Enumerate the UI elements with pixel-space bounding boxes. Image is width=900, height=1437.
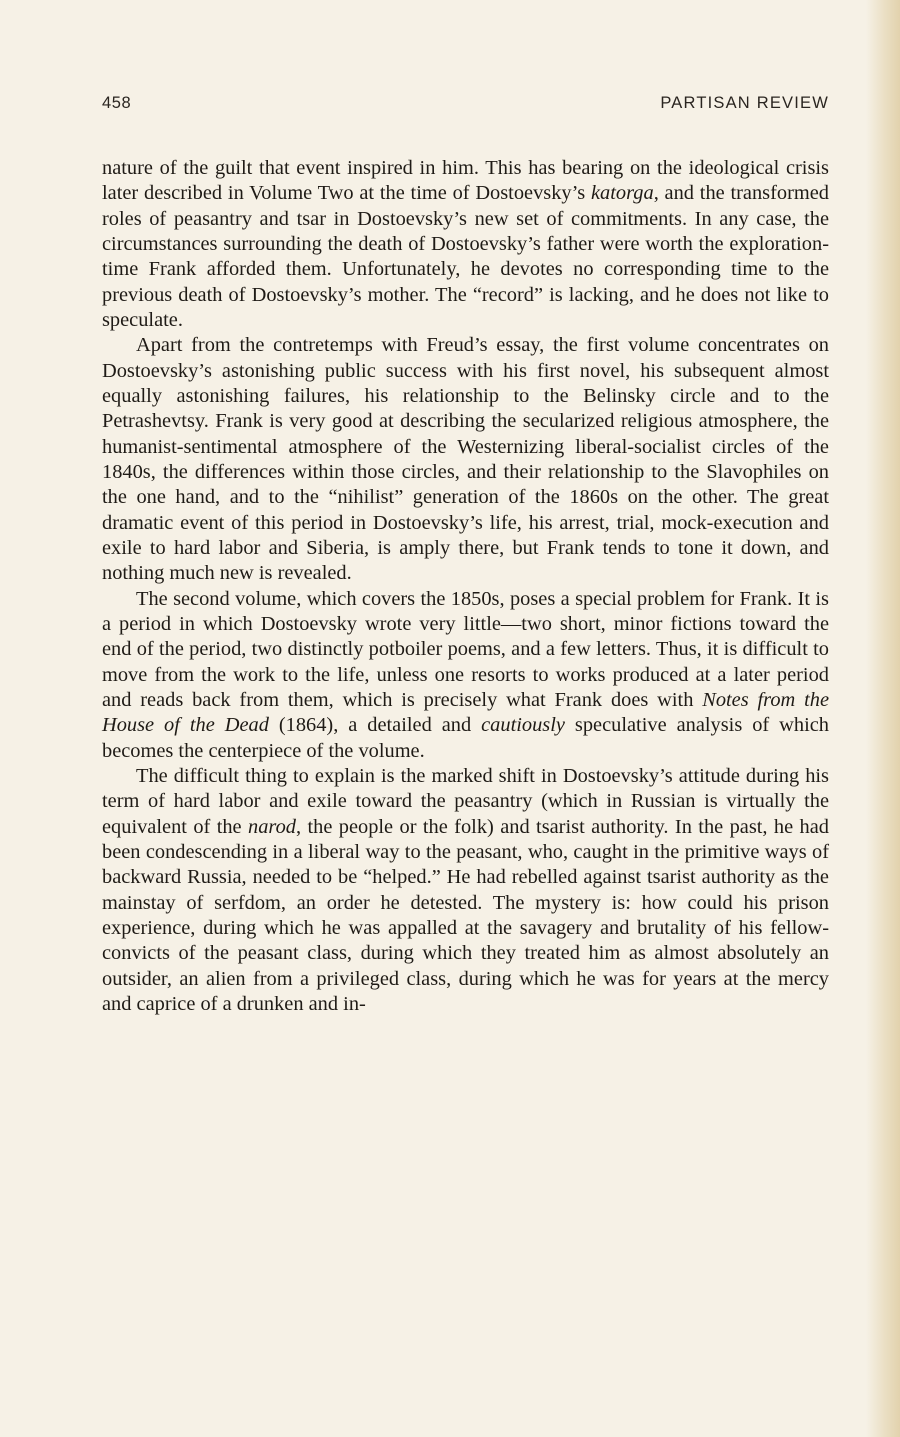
paragraph bbox=[102, 764, 829, 1017]
italic-text: narod bbox=[248, 815, 296, 838]
italic-text: katorga bbox=[591, 182, 654, 205]
text-segment: (1864), a detailed and bbox=[268, 714, 482, 737]
text-segment: speculative analysis of which becomes the centerpiece of the volume. bbox=[102, 714, 829, 762]
page-edge-shading bbox=[866, 0, 900, 1437]
page-header bbox=[102, 94, 829, 118]
text-segment: The difficult thing to explain is the marked shift in Dostoevsky’s attitude during his term of hard labor and exile toward the peasantry (which in Russian is virtually the equivalent of the bbox=[102, 764, 829, 838]
text-segment: nature of the guilt that event inspired in him. This has bearing on the ideological crisis later described in Volume Two at the time of Dostoevsky’s bbox=[102, 157, 829, 205]
text-segment: , and the transformed roles of peasantry and tsar in Dostoevsky’s new set of commitments. In any case, the circumstances surrounding the death of Dostoevsky’s father were worth the exploration-time Frank afforded them. Unfortunately, he devotes no corresponding time to the previous death of Dostoevsky’s mother. The “record” is lacking, and he does not like to speculate. bbox=[102, 182, 829, 331]
body-text bbox=[102, 156, 829, 1017]
paragraph bbox=[102, 156, 829, 333]
text-segment: The second volume, which covers the 1850s, poses a special problem for Frank. It is a period in which Dostoevsky wrote very little—two short, minor fictions toward the end of the period, two distinctly potboiler poems, and a few letters. Thus, it is difficult to move from the work to the life, unless one resorts to works produced at a later period and reads back from them, which is precisely what Frank does with bbox=[102, 587, 829, 711]
text-segment: Apart from the contretemps with Freud’s essay, the first volume concentrates on Dostoevsky’s astonishing public success with his first novel, his subsequent almost equally astonishing failures, his relationship to the Belinsky circle and to the Petrashevtsy. Frank is very good at describing the secularized religious atmosphere, the humanist-sentimental atmosphere of the Westernizing liberal-socialist circles of the 1840s, the differences within those circles, and their relationship to the Slavophiles on the one hand, and to the “nihilist” generation of the 1860s on the other. The great dramatic event of this period in Dostoevsky’s life, his arrest, trial, mock-execution and exile to hard labor and Siberia, is amply there, but Frank tends to tone it down, and nothing much new is revealed. bbox=[102, 334, 829, 585]
italic-text: Notes from the House of the Dead bbox=[102, 688, 829, 737]
text-segment: , the people or the folk) and tsarist authority. In the past, he had been condescending in a liberal way to the peasant, who, caught in the primitive ways of backward Russia, needed to be “helped.” He had rebelled against tsarist authority as the mainstay of serfdom, an order he detested. The mystery is: how could his prison experience, during which he was appalled at the savagery and brutality of his fellow-convicts of the peasant class, during which they treated him as almost absolutely an outsider, an alien from a privileged class, during which he was for years at the mercy and caprice of a drunken and in- bbox=[102, 815, 829, 1015]
running-head: PARTISAN REVIEW bbox=[660, 94, 829, 112]
page-number: 458 bbox=[102, 94, 132, 112]
paragraph bbox=[102, 333, 829, 586]
paragraph bbox=[102, 587, 829, 764]
italic-text: cautiously bbox=[481, 714, 565, 737]
